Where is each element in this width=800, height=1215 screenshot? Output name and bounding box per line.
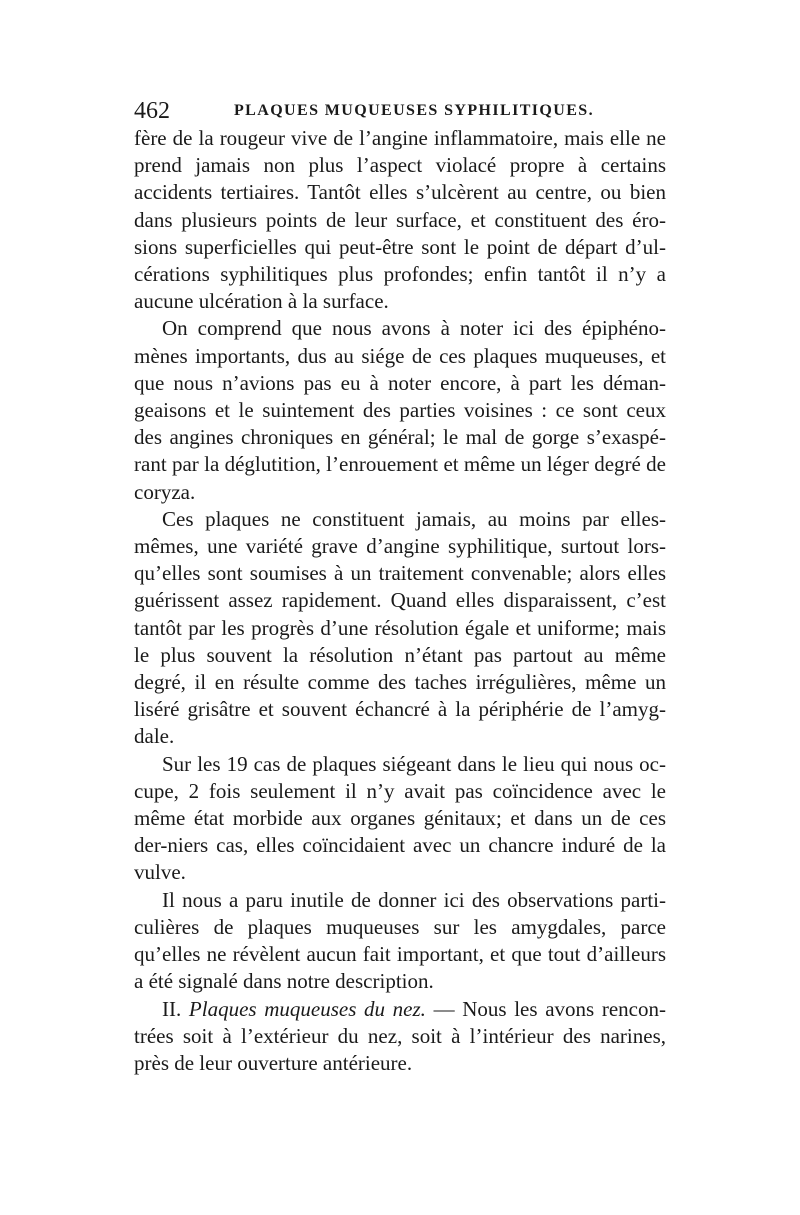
running-head xyxy=(134,96,666,126)
section-title: Plaques muqueuses du nez. xyxy=(188,996,426,1021)
section-text: — Nous les avons rencon-trées soit à l’extérieur du nez, soit à l’intérieur des narines, près de leur ouverture antérieure. xyxy=(134,996,666,1075)
paragraph-epiphenomenes: On comprend que nous avons à noter ici des épiphéno-mènes importants, dus au siége de ces plaques muqueuses, et que nous n’avions pas eu à noter encore, à part les déman-geaisons et le suintement des parties voisines : ce sont ceux des angines chroniques en général; le mal de gorge s’exaspé-rant par la déglutition, l’enrouement et même un léger degré de coryza. xyxy=(134,316,666,504)
paragraph-statistiques: Sur les 19 cas de plaques siégeant dans le lieu qui nous oc-cupe, 2 fois seulement il n’y avait pas coïncidence avec le même état morbide aux organes génitaux; et dans un de ces der-niers cas, elles coïncidaient avec un chancre induré de la vulve. xyxy=(134,751,666,885)
section-number: II. xyxy=(162,996,182,1021)
body-text xyxy=(134,125,666,1077)
paragraph-continued: fère de la rougeur vive de l’angine inflammatoire, mais elle ne prend jamais non plus l’aspect violacé propre à certains accidents tertiaires. Tantôt elles s’ulcèrent au centre, ou bien dans plusieurs points de leur surface, et constituent des éro-sions superficielles qui peut-être sont le point de départ d’ul-cérations syphilitiques plus profondes; enfin tantôt il n’y a aucune ulcération à la surface. xyxy=(134,126,666,314)
paragraph-gravite: Ces plaques ne constituent jamais, au moins par elles-mêmes, une variété grave d’angine syphilitique, surtout lors-qu’elles sont soumises à un traitement convenable; alors elles guérissent assez rapidement. Quand elles disparaissent, c’est tantôt par les progrès d’une résolution égale et uniforme; mais le plus souvent la résolution n’étant pas partout au même degré, il en résulte comme des taches irrégulières, même un liséré grisâtre et souvent échancré à la périphérie de l’amyg-dale. xyxy=(134,506,666,749)
paragraph-section-nez xyxy=(134,996,666,1078)
paragraph-observations: Il nous a paru inutile de donner ici des observations parti-culières de plaques muqueuses sur les amygdales, parce qu’elles ne révèlent aucun fait important, et que tout d’ailleurs a été signalé dans notre description. xyxy=(134,887,666,994)
running-title: PLAQUES MUQUEUSES SYPHILITIQUES. xyxy=(234,102,594,119)
page-number: 462 xyxy=(134,98,170,124)
